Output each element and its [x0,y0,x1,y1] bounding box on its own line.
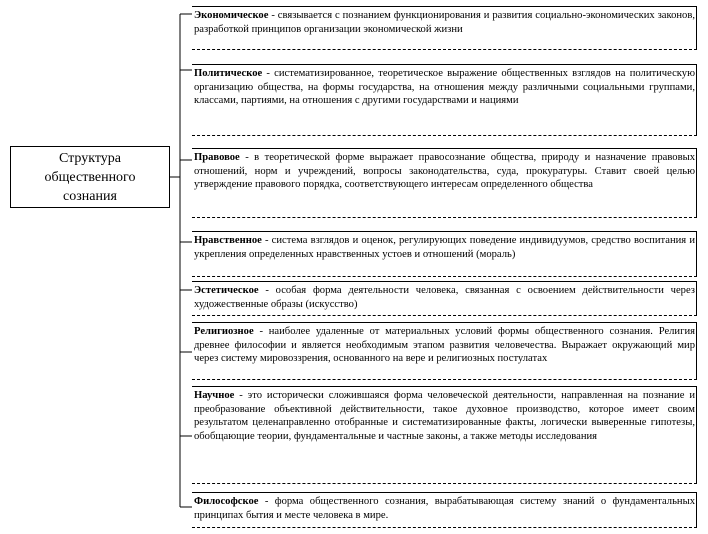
root-node-structure [10,146,170,208]
node-text: - это исторически сложившаяся форма человеческой деятельности, направленная на познание и преобразование объективной действительности, такое духовное производство, которое имеет своим результатом целенаправленно отобранные и систематизированные факты, логически выверенные гипотезы, обобщающие теории, фундаментальные и частные законы, а также методы исследования [194,390,695,442]
node-philosophical [192,492,697,528]
node-legal [192,148,697,218]
node-term: Научное [194,390,235,401]
node-term: Религиозное [194,326,254,337]
node-term: Экономическое [194,10,269,21]
node-term: Философское [194,496,259,507]
node-text: - в теоретической форме выражает правосознание общества, природу и назначение правовых отношений, норм и учреждений, вопросы законодательства, суда, прокуратуры. Ставит своей целью утверждение правового порядка, соответствующего интересам определенного общества [194,152,695,191]
node-text: - форма общественного сознания, вырабатывающая систему знаний о фундаментальных принципах бытия и месте человека в мире. [194,496,695,521]
node-religious [192,322,697,380]
node-aesthetic [192,281,697,316]
node-moral [192,231,697,277]
node-term: Эстетическое [194,285,259,296]
node-term: Политическое [194,68,263,79]
node-text: - систематизированное, теоретическое выражение общественных взглядов на политическую организацию общества, на формы государства, на отношения между различными социальными группами, классами, партиями, на отношения с другими государствами и нациями [194,68,695,107]
node-text: - связывается с познанием функционирования и развития социально-экономических законов, разработкой принципов организации экономической жизни [194,10,695,35]
node-term: Правовое [194,152,240,163]
root-line: Структура [58,150,121,166]
root-line: общественного [44,169,136,185]
root-line: сознания [63,188,117,204]
node-text: - система взглядов и оценок, регулирующих поведение индивидуумов, средство воспитания и укрепления определенных нравственных устоев и отношений (мораль) [194,235,695,260]
node-scientific [192,386,697,484]
node-text: - особая форма деятельности человека, связанная с освоением действительности через художественные образы (искусство) [194,285,695,310]
node-text: - наиболее удаленные от материальных условий формы общественного сознания. Религия древнее философии и является необходимым этапом развития человечества. Выражает окружающий мир через систему мировоззрения, основанного на вере и религиозных постулатах [194,326,695,365]
node-term: Нравственное [194,235,262,246]
node-political [192,64,697,136]
node-economic [192,6,697,50]
